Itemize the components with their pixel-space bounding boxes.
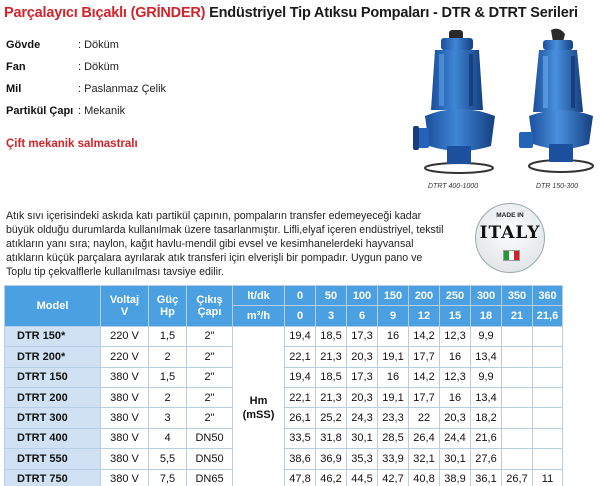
power-cell: 5,5 — [149, 449, 187, 469]
flow-m3-cell: 6 — [347, 306, 378, 326]
model-cell: DTRT 550 — [5, 449, 101, 469]
outlet-cell: 2" — [187, 387, 233, 407]
power-cell: 1,5 — [149, 326, 187, 346]
head-value-cell: 24,3 — [347, 408, 378, 428]
table-body — [5, 326, 563, 486]
power-cell: 2 — [149, 387, 187, 407]
model-cell: DTRT 200 — [5, 387, 101, 407]
header-outlet-label: Çıkış — [196, 293, 223, 306]
outlet-cell: 2" — [187, 326, 233, 346]
voltage-cell: 380 V — [101, 367, 149, 387]
head-value-cell — [502, 326, 533, 346]
flow-m3-cell: 3 — [316, 306, 347, 326]
title-dark: Endüstriyel Tip Atıksu Pompaları - DTR & DTRT Serileri — [205, 5, 578, 21]
head-value-cell: 38,9 — [440, 469, 471, 486]
outlet-cell: DN65 — [187, 469, 233, 486]
head-value-cell — [533, 347, 563, 367]
power-cell: 3 — [149, 408, 187, 428]
head-value-cell — [502, 408, 533, 428]
head-value-cell — [502, 347, 533, 367]
head-value-cell: 19,4 — [285, 367, 316, 387]
voltage-cell: 380 V — [101, 428, 149, 448]
flow-lt-cell: 300 — [471, 286, 502, 306]
head-value-cell: 19,1 — [378, 347, 409, 367]
head-value-cell: 16 — [378, 326, 409, 346]
flow-m3-cell: 0 — [285, 306, 316, 326]
spec-row — [6, 78, 166, 100]
outlet-cell: 2" — [187, 408, 233, 428]
spec-key: Fan — [6, 61, 26, 73]
head-value-cell — [533, 408, 563, 428]
flow-lt-cell: 50 — [316, 286, 347, 306]
badge-made-in: MADE IN — [496, 212, 524, 219]
head-value-cell — [533, 326, 563, 346]
head-value-cell: 22,1 — [285, 387, 316, 407]
flow-lt-cell: 100 — [347, 286, 378, 306]
head-label-cell — [233, 326, 285, 486]
flow-m3-cell: 9 — [378, 306, 409, 326]
head-value-cell: 13,4 — [471, 347, 502, 367]
pump-image — [413, 28, 505, 176]
voltage-cell: 380 V — [101, 469, 149, 486]
head-value-cell: 13,4 — [471, 387, 502, 407]
made-in-italy-badge — [464, 203, 560, 273]
header-voltage-label: Voltaj — [109, 293, 140, 306]
header-power-label: Güç — [156, 293, 179, 306]
pump-image — [511, 28, 600, 176]
head-value-cell: 36,1 — [471, 469, 502, 486]
head-value-cell: 28,5 — [378, 428, 409, 448]
head-value-cell: 30,1 — [347, 428, 378, 448]
head-value-cell: 22 — [409, 408, 440, 428]
header-voltage-unit: V — [120, 305, 129, 318]
spec-key: Mil — [6, 83, 22, 95]
page-title — [4, 5, 578, 21]
outlet-cell: 2" — [187, 367, 233, 387]
head-value-cell: 9,9 — [471, 367, 502, 387]
head-value-cell — [533, 449, 563, 469]
spec-value: : Döküm — [78, 61, 119, 73]
spec-list — [6, 34, 166, 122]
head-value-cell — [502, 367, 533, 387]
head-value-cell: 19,4 — [285, 326, 316, 346]
flow-lt-cell: 150 — [378, 286, 409, 306]
power-cell: 1,5 — [149, 367, 187, 387]
head-value-cell: 16 — [440, 347, 471, 367]
power-cell: 7,5 — [149, 469, 187, 486]
head-value-cell: 26,1 — [285, 408, 316, 428]
power-cell: 2 — [149, 347, 187, 367]
spec-value: : Döküm — [78, 39, 119, 51]
flow-m3-cell: 15 — [440, 306, 471, 326]
head-value-cell: 30,1 — [440, 449, 471, 469]
head-value-cell — [502, 387, 533, 407]
head-value-cell: 33,5 — [285, 428, 316, 448]
header-flow-lt: lt/dk — [233, 286, 285, 306]
header-outlet — [187, 286, 233, 327]
head-value-cell: 17,3 — [347, 367, 378, 387]
header-outlet-unit: Çapı — [197, 305, 222, 318]
head-value-cell: 21,6 — [471, 428, 502, 448]
head-value-cell: 9,9 — [471, 326, 502, 346]
head-unit: (mSS) — [242, 408, 275, 421]
head-value-cell — [502, 428, 533, 448]
flow-m3-cell: 21 — [502, 306, 533, 326]
voltage-cell: 380 V — [101, 408, 149, 428]
italy-flag-icon — [503, 250, 520, 261]
spec-row — [6, 100, 166, 122]
model-cell: DTRT 150 — [5, 367, 101, 387]
head-value-cell: 21,3 — [316, 347, 347, 367]
head-value-cell: 36,9 — [316, 449, 347, 469]
head-value-cell: 26,4 — [409, 428, 440, 448]
flow-lt-cell: 360 — [533, 286, 563, 306]
head-value-cell: 11 — [533, 469, 563, 486]
head-value-cell: 44,5 — [347, 469, 378, 486]
head-value-cell: 19,1 — [378, 387, 409, 407]
head-value-cell: 38,6 — [285, 449, 316, 469]
voltage-cell: 220 V — [101, 326, 149, 346]
head-value-cell: 17,7 — [409, 387, 440, 407]
model-cell: DTR 200* — [5, 347, 101, 367]
power-cell: 4 — [149, 428, 187, 448]
header-power — [149, 286, 187, 327]
head-value-cell: 20,3 — [347, 347, 378, 367]
head-value-cell — [502, 449, 533, 469]
header-power-unit: Hp — [160, 305, 175, 318]
head-value-cell: 17,7 — [409, 347, 440, 367]
head-value-cell: 22,1 — [285, 347, 316, 367]
outlet-cell: 2" — [187, 347, 233, 367]
model-cell: DTRT 300 — [5, 408, 101, 428]
spec-row — [6, 34, 166, 56]
table-row — [5, 326, 563, 346]
head-value-cell: 16 — [378, 367, 409, 387]
head-value-cell: 12,3 — [440, 326, 471, 346]
head-value-cell: 27,6 — [471, 449, 502, 469]
voltage-cell: 380 V — [101, 449, 149, 469]
badge-country: ITALY — [479, 223, 541, 243]
pump-caption: DTR 150-300 — [536, 183, 579, 190]
head-value-cell — [533, 387, 563, 407]
outlet-cell: DN50 — [187, 449, 233, 469]
flow-lt-cell: 200 — [409, 286, 440, 306]
head-value-cell: 46,2 — [316, 469, 347, 486]
flow-m3-cell: 21,6 — [533, 306, 563, 326]
head-value-cell: 14,2 — [409, 326, 440, 346]
head-value-cell: 16 — [440, 387, 471, 407]
head-value-cell: 25,2 — [316, 408, 347, 428]
head-value-cell: 17,3 — [347, 326, 378, 346]
head-value-cell: 42,7 — [378, 469, 409, 486]
spec-row — [6, 56, 166, 78]
header-voltage — [101, 286, 149, 327]
head-value-cell: 23,3 — [378, 408, 409, 428]
head-value-cell: 32,1 — [409, 449, 440, 469]
flow-m3-cell: 12 — [409, 306, 440, 326]
flow-lt-cell: 0 — [285, 286, 316, 306]
voltage-cell: 220 V — [101, 347, 149, 367]
head-value-cell: 31,8 — [316, 428, 347, 448]
head-value-cell: 35,3 — [347, 449, 378, 469]
spec-value: : Paslanmaz Çelik — [78, 83, 167, 95]
spec-key: Gövde — [6, 39, 41, 51]
head-value-cell: 18,5 — [316, 326, 347, 346]
flow-lt-cell: 350 — [502, 286, 533, 306]
head-value-cell: 47,8 — [285, 469, 316, 486]
voltage-cell: 380 V — [101, 387, 149, 407]
pump-caption: DTRT 400-1000 — [428, 183, 479, 190]
feature-note: Çift mekanik salmastralı — [6, 138, 138, 150]
outlet-cell: DN50 — [187, 428, 233, 448]
head-label: Hm — [249, 394, 268, 407]
head-value-cell: 21,3 — [316, 387, 347, 407]
head-value-cell: 14,2 — [409, 367, 440, 387]
head-value-cell: 20,3 — [347, 387, 378, 407]
spec-key: Partikül Çapı — [6, 105, 74, 117]
spec-value: : Mekanik — [78, 105, 126, 117]
performance-table — [4, 285, 563, 486]
head-value-cell: 33,9 — [378, 449, 409, 469]
head-value-cell: 20,3 — [440, 408, 471, 428]
title-red: Parçalayıcı Bıçaklı (GRİNDER) — [4, 5, 206, 21]
head-value-cell: 24,4 — [440, 428, 471, 448]
header-flow-m3: m³/h — [233, 306, 285, 326]
flow-m3-cell: 18 — [471, 306, 502, 326]
head-value-cell: 18,2 — [471, 408, 502, 428]
model-cell: DTRT 400 — [5, 428, 101, 448]
model-cell: DTR 150* — [5, 326, 101, 346]
head-value-cell — [533, 428, 563, 448]
description: Atık sıvı içerisindeki askıda katı partikül çapının, pompaların transfer edemeyeceği kadar büyük olduğu durumlarda kullanılmak üzere tasarlanmıştır. Lifli,elyaf içeren endüstriyel, tekstil atıkların yanı sıra; naylon, kağıt havlu-mendil gibi evsel ve kesimhanelerdeki hayvansal atıkların küçük parçalara ayrılarak atık transferi için elverişli bir pompadır. Uygun pano ve Toplu tip çekvalflerle kullanılması tavsiye edilir. — [6, 210, 444, 278]
head-value-cell: 18,5 — [316, 367, 347, 387]
head-value-cell: 12,3 — [440, 367, 471, 387]
header-model: Model — [5, 286, 101, 327]
head-value-cell: 26,7 — [502, 469, 533, 486]
model-cell: DTRT 750 — [5, 469, 101, 486]
head-value-cell — [533, 367, 563, 387]
flow-lt-cell: 250 — [440, 286, 471, 306]
head-value-cell: 40,8 — [409, 469, 440, 486]
